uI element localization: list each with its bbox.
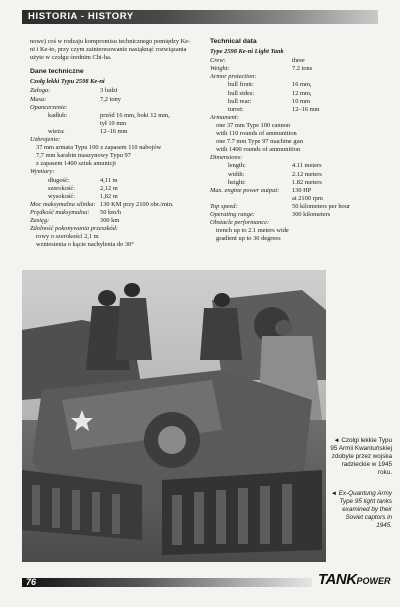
logo-main: TANK (318, 571, 357, 588)
english-spec-row (210, 65, 380, 73)
english-spec-value: 50 kilometers per hour (292, 202, 351, 210)
section-header-bar (22, 10, 378, 24)
english-spec-value: 4.11 meters (292, 162, 322, 170)
polish-spec-row (30, 136, 194, 144)
english-spec-list (210, 57, 380, 243)
english-spec-label: one 37 mm Type 100 cannon (216, 121, 291, 129)
english-spec-row (210, 162, 380, 170)
polish-spec-value: 1,82 m (100, 192, 118, 200)
caption-english: ◄ Ex-Quantung Army Type 95 light tanks examined by their Soviet captors in 1945. (330, 490, 392, 529)
english-spec-row (210, 219, 380, 227)
polish-spec-value: przód 16 mm, boki 12 mm, (100, 111, 170, 119)
english-spec-value: 1.82 meters (292, 178, 322, 186)
section-title: HISTORIA - HISTORY (28, 11, 134, 22)
polish-spec-value: 7,2 tony (100, 95, 121, 103)
polish-spec-label: z zapasem 1400 sztuk amunicji (36, 160, 116, 168)
english-spec-label: with 1400 rounds of ammunition (216, 146, 301, 154)
polish-spec-label: Zasięg: (30, 216, 50, 224)
english-spec-value: 300 kilometers (292, 210, 331, 218)
english-spec-label: Crew: (210, 57, 226, 65)
polish-spec-row (30, 217, 194, 225)
english-subtitle: Type 2598 Ke-ni Light Tank (210, 48, 284, 56)
polish-spec-row (30, 104, 194, 112)
polish-spec-row (30, 225, 194, 233)
english-spec-label: Armament: (210, 113, 239, 121)
polish-spec-value: 300 km (100, 216, 120, 224)
polish-spec-row (30, 193, 194, 201)
polish-spec-value: 50 km/h (100, 208, 122, 216)
english-spec-row (210, 130, 380, 138)
polish-spec-row (30, 233, 194, 241)
polish-spec-label: rowy o szerokości 2,1 m (36, 233, 99, 241)
polish-spec-label: szerokość: (48, 184, 75, 192)
polish-spec-row (30, 160, 194, 168)
english-spec-row (210, 114, 380, 122)
polish-spec-label: Moc maksymalna silnika: (30, 200, 96, 208)
english-spec-row (210, 235, 380, 243)
polish-spec-label: kadłub: (48, 111, 68, 119)
tank-photograph (22, 270, 326, 562)
polish-spec-label: wysokość: (48, 192, 75, 200)
english-spec-value: 12 mm, (292, 89, 312, 97)
english-spec-row (210, 106, 380, 114)
english-spec-row (210, 146, 380, 154)
polish-spec-row (30, 128, 194, 136)
english-spec-label: with 110 rounds of ammunition (216, 130, 297, 138)
english-spec-value: 16 mm, (292, 81, 312, 89)
english-spec-label: Obstacle performance: (210, 219, 270, 227)
caption-polish: ◄ Czołgi lekkie Typu 95 Armii Kwantuńskiej zdobyte przez wojska radzieckie w 1945 roku. (330, 437, 392, 476)
polish-spec-label: 7,7 mm karabin maszynowy Typu 97 (36, 152, 131, 160)
polish-spec-value: 3 ludzi (100, 87, 118, 95)
polish-spec-label: Wymiary: (30, 168, 55, 176)
english-spec-label: hull sides: (228, 89, 255, 97)
page-number: 76 (26, 577, 37, 587)
english-spec-row (210, 179, 380, 187)
polish-spec-label: 37 mm armata Typu 100 z zapasem 110 nabojów (36, 144, 162, 152)
polish-spec-value: 12–16 mm (100, 127, 128, 135)
polish-column (30, 38, 194, 249)
polish-spec-row (30, 177, 194, 185)
polish-spec-label: Prędkość maksymalna: (30, 208, 90, 216)
english-spec-label: trench up to 2.1 meters wide (216, 227, 289, 235)
polish-spec-row (30, 87, 194, 95)
polish-spec-label: wieża: (48, 127, 65, 135)
polish-spec-value: 2,12 m (100, 184, 118, 192)
english-spec-row (210, 154, 380, 162)
polish-subtitle: Czołg lekki Typu 2598 Ke-ni (30, 78, 105, 86)
polish-spec-label: Masa: (30, 95, 47, 103)
english-section-title: Technical data (210, 38, 257, 45)
english-spec-label: height: (228, 178, 246, 186)
english-column (210, 38, 380, 243)
english-spec-row (210, 122, 380, 130)
english-spec-label: Top speed: (210, 202, 238, 210)
polish-spec-row (30, 185, 194, 193)
english-spec-row (210, 171, 380, 179)
english-spec-label: Operating range: (210, 210, 255, 218)
english-spec-row (210, 203, 380, 211)
english-spec-value: 10 mm (292, 97, 310, 105)
english-spec-label: turret: (228, 105, 244, 113)
english-spec-row (210, 90, 380, 98)
polish-spec-label: Załoga: (30, 87, 51, 95)
english-spec-label: Dimensions: (210, 154, 243, 162)
english-spec-row (210, 187, 380, 195)
english-spec-value: 130 HP (292, 186, 312, 194)
english-spec-row (210, 81, 380, 89)
polish-spec-label: Uzbrojenie: (30, 136, 61, 144)
polish-spec-row (30, 112, 194, 120)
polish-section-title: Dane techniczne (30, 68, 84, 76)
polish-spec-row (30, 241, 194, 249)
english-spec-value: three (292, 57, 305, 65)
english-spec-label: hull front: (228, 81, 254, 89)
english-spec-value: 7.2 tons (292, 65, 313, 73)
english-spec-row (210, 98, 380, 106)
polish-spec-label: Zdolność pokonywania przeszkód: (30, 225, 119, 233)
page-footer (0, 568, 400, 607)
polish-spec-row (30, 201, 194, 209)
english-spec-row (210, 73, 380, 81)
polish-spec-label: Opancerzenie: (30, 103, 68, 111)
polish-spec-value: tył 10 mm (100, 119, 127, 127)
english-spec-row (210, 195, 380, 203)
english-spec-label: Armor protection: (210, 73, 257, 81)
polish-spec-label: długość: (48, 176, 70, 184)
logo-sub: POWER (356, 576, 391, 586)
english-spec-value: 12–16 mm (292, 105, 320, 113)
polish-spec-value: 130 KM przy 2100 obr./min. (100, 200, 174, 208)
polish-spec-row (30, 120, 194, 128)
polish-spec-label: wzniesienia o kącie nachylenia do 30° (36, 241, 134, 249)
footer-bar (22, 578, 312, 587)
english-spec-label: gradient up to 30 degrees (216, 235, 281, 243)
english-spec-label: hull rear: (228, 97, 252, 105)
magazine-logo (318, 571, 391, 588)
polish-spec-list (30, 87, 194, 249)
english-spec-label: Weight: (210, 65, 230, 73)
intro-paragraph: nowe) coś w rodzaju kompromisu technicznego pomiędzy Ke-ni i Ke-to, przy czym zainteresowanie nasiąknąć rozwiązania użyte w czołgu średnim Chi-ha. (30, 38, 191, 62)
english-spec-label: one 7.7 mm Type 97 machine gun (216, 138, 303, 146)
polish-spec-row (30, 209, 194, 217)
polish-spec-row (30, 96, 194, 104)
english-spec-row (210, 227, 380, 235)
polish-spec-row (30, 144, 194, 152)
english-spec-label: Max. engine power output: (210, 186, 280, 194)
english-spec-value: at 2100 rpm (292, 194, 323, 202)
polish-spec-value: 4,11 m (100, 176, 118, 184)
english-spec-label: width: (228, 170, 245, 178)
polish-spec-row (30, 152, 194, 160)
english-spec-label: length: (228, 162, 246, 170)
english-spec-value: 2.12 meters (292, 170, 322, 178)
english-spec-row (210, 57, 380, 65)
english-spec-row (210, 138, 380, 146)
english-spec-row (210, 211, 380, 219)
polish-spec-row (30, 168, 194, 176)
